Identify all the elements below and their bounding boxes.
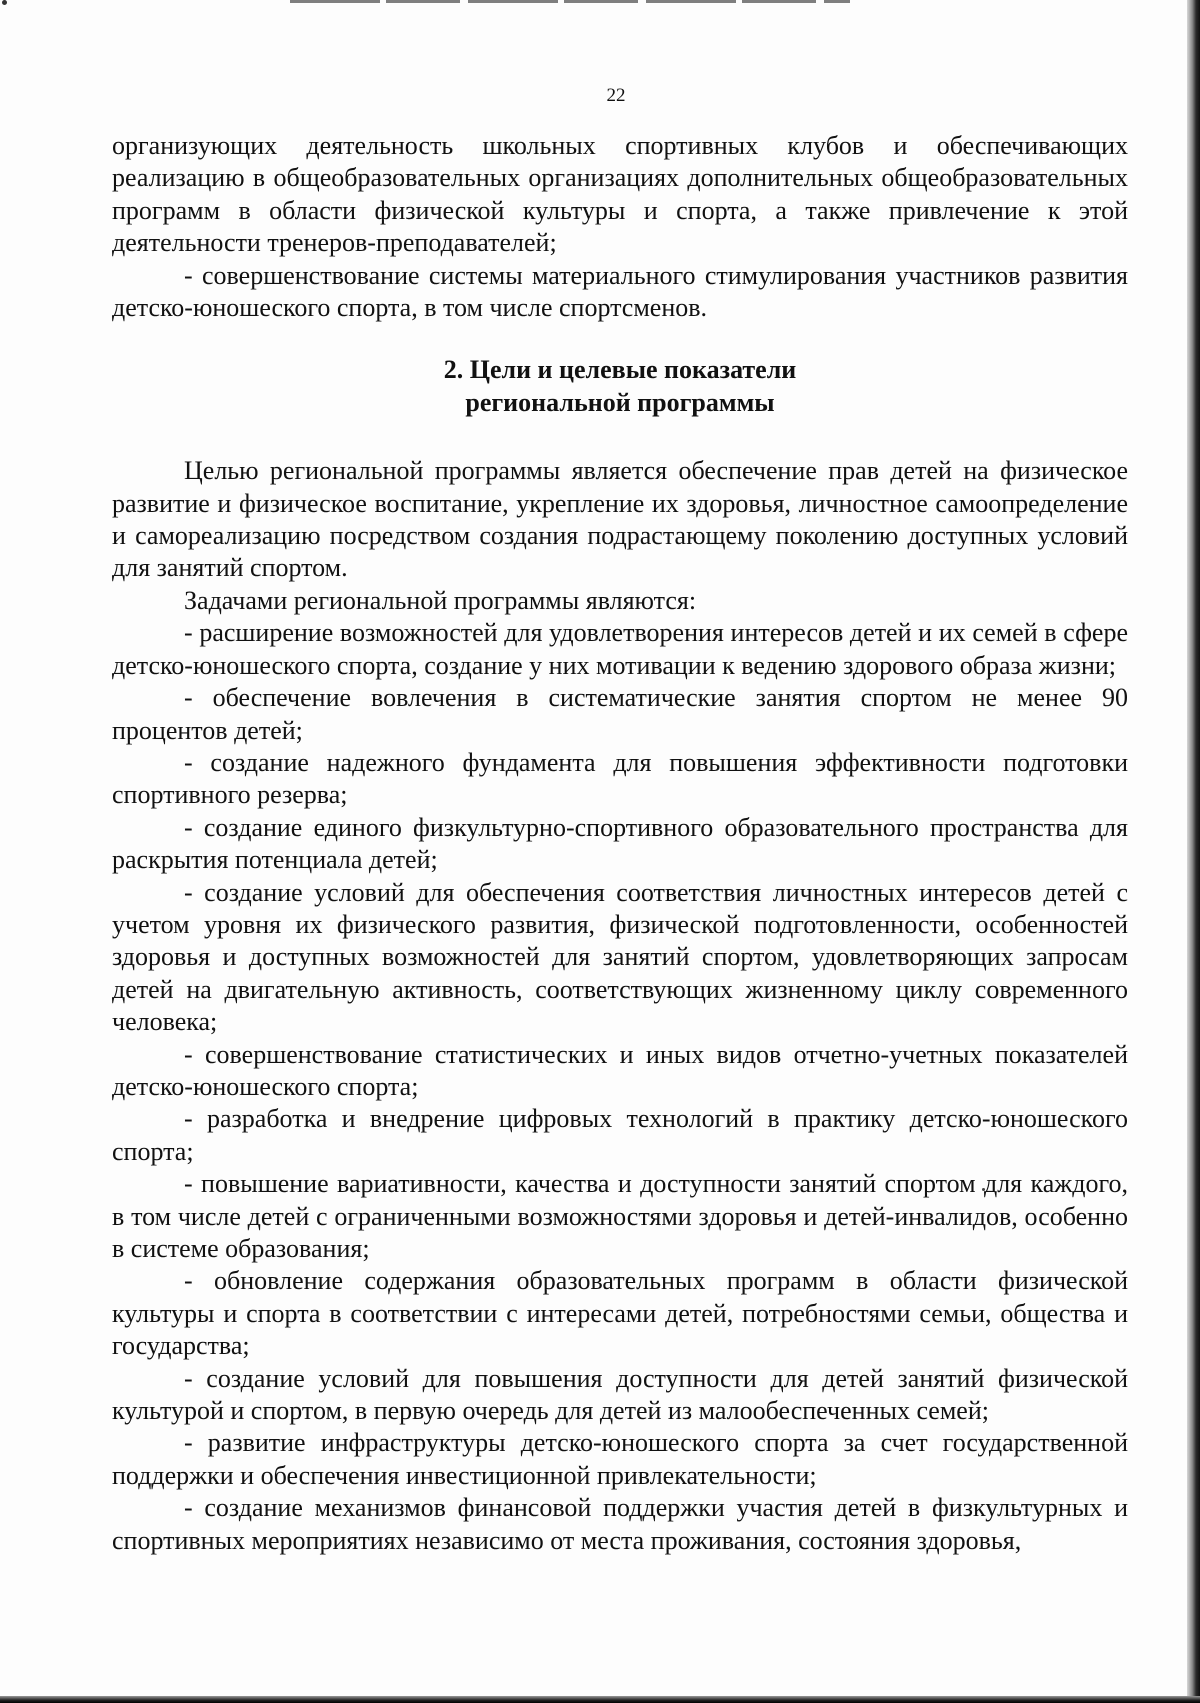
intro-paragraph: - совершенствование системы материального стимулирования участников развития детско-юношеского спорта, в том числе спортсменов. <box>112 260 1128 323</box>
task-item: - создание условий для повышения доступности для детей занятий физической культурой и спортом, в первую очередь для детей из малообеспеченных семей; <box>112 1363 1128 1426</box>
tasks-intro: Задачами региональной программы являются: <box>184 585 697 615</box>
task-item: - совершенствование статистических и иных видов отчетно-учетных показателей детско-юношеского спорта; <box>112 1039 1128 1101</box>
task-item: - расширение возможностей для удовлетворения интересов детей и их семей в сфере детско-юношеского спорта, создание у них мотивации к ведению здорового образа жизни; <box>112 618 1128 680</box>
task-item: - разработка и внедрение цифровых технологий в практику детско-юношеского спорта; <box>112 1104 1128 1166</box>
scan-mark <box>2 0 7 5</box>
tasks-list <box>112 617 1128 1557</box>
task-item: - обновление содержания образовательных программ в области физической культуры и спорта в соответствии с интересами детей, потребностями семьи, общества и государства; <box>112 1266 1128 1361</box>
scan-bottom-edge <box>0 1696 1200 1703</box>
page-number: 22 <box>606 85 626 106</box>
goal-paragraph: Целью региональной программы является обеспечение прав детей на физическое развитие и физическое воспитание, укрепление их здоровья, личностное самоопределение и самореализацию посредством создания подрастающему поколению доступных условий для занятий спортом. <box>112 456 1128 583</box>
body-text <box>112 130 1128 1557</box>
task-item: - создание механизмов финансовой поддержки участия детей в физкультурных и спортивных мероприятиях независимо от места проживания, состояния здоровья, <box>112 1493 1128 1555</box>
scan-top-rule <box>290 0 850 3</box>
scan-right-edge <box>1187 0 1200 1703</box>
task-item: - создание условий для обеспечения соответствия личностных интересов детей с учетом уровня их физического развития, физической подготовленности, особенностей здоровья и доступных возможностей для занятий спортом, удовлетворяющих запросам детей на двигательную активность, соответствующих жизненному циклу современного человека; <box>112 877 1128 1037</box>
intro-paragraph: организующих деятельность школьных спортивных клубов и обеспечивающих реализацию в общеобразовательных организациях дополнительных общеобразовательных программ в области физической культуры и спорта, а также привлечение к этой деятельности тренеров-преподавателей; <box>112 131 1128 258</box>
task-item: - создание надежного фундамента для повышения эффективности подготовки спортивного резерва; <box>112 747 1128 810</box>
section-heading-line2: региональной программы <box>465 387 775 417</box>
task-item: - повышение вариативности, качества и доступности занятий спортом для каждого, в том числе детей с ограниченными возможностями здоровья и детей-инвалидов, особенно в системе образования; <box>112 1169 1128 1263</box>
task-item: - обеспечение вовлечения в систематические занятия спортом не менее 90 процентов детей; <box>112 683 1128 745</box>
task-item: - создание единого физкультурно-спортивного образовательного пространства для раскрытия потенциала детей; <box>112 812 1128 875</box>
section-heading: 2. Цели и целевые показатели <box>443 355 797 385</box>
task-item: - развитие инфраструктуры детско-юношеского спорта за счет государственной поддержки и обеспечения инвестиционной привлекательности; <box>112 1428 1128 1490</box>
